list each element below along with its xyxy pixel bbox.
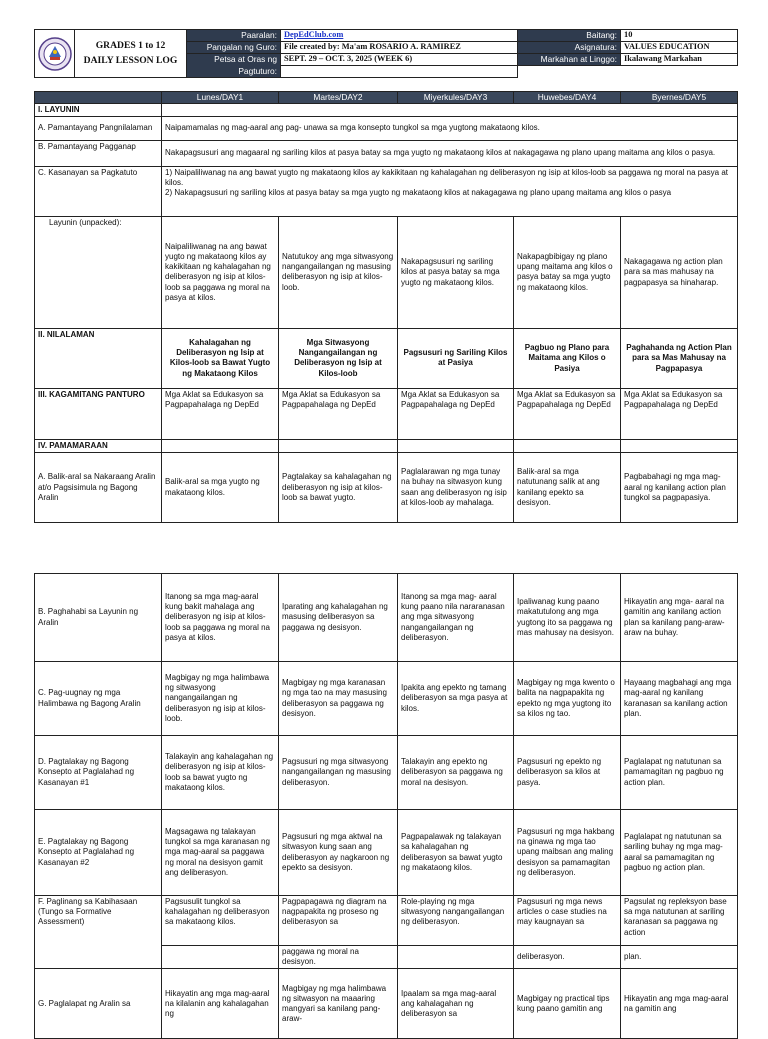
pagtalakay-1-day-5: Paglalapat ng natutunan sa pamamagitan ng pagbuo ng action plan. bbox=[621, 736, 738, 810]
balik-aral-day-5: Pagbabahagi ng mga mag-aaral ng kanilang action plan tungkol sa pagpapasiya. bbox=[621, 453, 738, 523]
pamantayang-pangnilalaman-text: Naipamamalas ng mag-aaral ang pag- unawa sa mga konsepto tungkol sa mga yugtong makataong kilos. bbox=[162, 116, 738, 140]
pag-uugnay-day-3: Ipakita ang epekto ng tamang deliberasyon sa mga pasya at kilos. bbox=[398, 662, 514, 736]
teacher-label: Pangalan ng Guro: bbox=[187, 42, 281, 54]
day-header-1: Lunes/DAY1 bbox=[162, 92, 279, 104]
unpacked-label: Layunin (unpacked): bbox=[35, 216, 162, 328]
date-value-filler bbox=[281, 66, 518, 78]
topic-day-4: Pagbuo ng Plano para Maitama ang Kilos o Pasiya bbox=[514, 328, 621, 388]
balik-aral-day-1: Balik-aral sa mga yugto ng makataong kilos. bbox=[162, 453, 279, 523]
topic-day-1: Kahalagahan ng Deliberasyon ng Isip at Kilos-loob sa Bawat Yugto ng Makataong Kilos bbox=[162, 328, 279, 388]
pag-uugnay-day-1: Magbigay ng mga halimbawa ng sitwasyong nangangailangan ng deliberasyon ng isip at kilos-loob. bbox=[162, 662, 279, 736]
paghahabi-label: B. Paghahabi sa Layunin ng Aralin bbox=[35, 574, 162, 662]
paglalapat-day-4: Magbigay ng practical tips kung paano gamitin ang bbox=[514, 969, 621, 1039]
pag-uugnay-day-4: Magbigay ng mga kwento o balita na nagpapakita ng epekto ng mga yugtong ito sa kilos ng tao. bbox=[514, 662, 621, 736]
unpacked-day-3: Nakapagsusuri ng sariling kilos at pasya batay sa mga yugto ng makataong kilos. bbox=[398, 216, 514, 328]
pagtalakay-1-day-3: Talakayin ang epekto ng deliberasyon sa paggawa ng moral na desisyon. bbox=[398, 736, 514, 810]
pagtalakay-1-day-1: Talakayin ang kahalagahan ng deliberasyon ng isip at kilos-loob sa bawat yugto ng makataong kilos. bbox=[162, 736, 279, 810]
pag-uugnay-day-5: Hayaang magbahagi ang mga mag-aaral ng kanilang karanasan sa kanilang action plan. bbox=[621, 662, 738, 736]
topic-day-3: Pagsusuri ng Sariling Kilos at Pasiya bbox=[398, 328, 514, 388]
material-day-2: Mga Aklat sa Edukasyon sa Pagpapahalaga ng DepEd bbox=[279, 388, 398, 439]
school-label: Paaralan: bbox=[187, 30, 281, 42]
paglinang-day-5: Pagsulat ng repleksyon base sa mga natutunan at sariling karanasan sa paggawa ng action bbox=[621, 896, 738, 946]
pamamaraan-blank-3 bbox=[398, 439, 514, 452]
quarter-label: Markahan at Linggo: bbox=[518, 54, 621, 66]
kasanayan-text bbox=[162, 166, 738, 216]
paglinang-day-2: Pagpapagawa ng diagram na nagpapakita ng proseso ng deliberasyon sa bbox=[279, 896, 398, 946]
section-nilalaman-title: II. NILALAMAN bbox=[35, 328, 162, 388]
subject-label: Asignatura: bbox=[518, 42, 621, 54]
section-pamamaraan-title: IV. PAMAMARAAN bbox=[35, 439, 162, 452]
dll-title-line2: DAILY LESSON LOG bbox=[83, 54, 178, 66]
school-value[interactable] bbox=[281, 30, 518, 42]
pamantayang-pangnilalaman-label: A. Pamantayang Pangnilalaman bbox=[35, 116, 162, 140]
pagtalakay-2-label: E. Pagtalakay ng Bagong Konsepto at Paglalahad ng Kasanayan #2 bbox=[35, 810, 162, 896]
header-table bbox=[34, 29, 738, 78]
teacher-value: File created by: Ma'am ROSARIO A. RAMIREZ bbox=[281, 42, 518, 54]
topic-day-5: Paghahanda ng Action Plan para sa Mas Mahusay na Pagpapasya bbox=[621, 328, 738, 388]
pamantayang-pagganap-text: Nakapagsusuri ang magaaral ng sariling kilos at pasya batay sa mga yugto ng makataong kilos at nakagagawa ng plano upang maitama ang kilos o pasya. bbox=[162, 140, 738, 166]
day-header-4: Huwebes/DAY4 bbox=[514, 92, 621, 104]
section-layunin-blank bbox=[162, 103, 738, 116]
paglinang-cont-day-1 bbox=[162, 946, 279, 969]
pagtalakay-2-day-1: Magsagawa ng talakayan tungkol sa mga karanasan ng mga mag-aaral sa paggawa ng moral na desisyon gamit ang deliberasyon. bbox=[162, 810, 279, 896]
paglinang-day-1: Pagsusulit tungkol sa kahalagahan ng deliberasyon sa makataong kilos. bbox=[162, 896, 279, 946]
paglalapat-day-1: Hikayatin ang mga mag-aaral na kilalanin ang kahalagahan ng bbox=[162, 969, 279, 1039]
pagtalakay-1-day-2: Pagsusuri ng mga sitwasyong nangangailangan ng masusing deliberasyon. bbox=[279, 736, 398, 810]
pamamaraan-blank-1 bbox=[162, 439, 279, 452]
material-day-1: Mga Aklat sa Edukasyon sa Pagpapahalaga ng DepEd bbox=[162, 388, 279, 439]
balik-aral-day-4: Balik-aral sa mga natutunang salik at ang kanilang epekto sa desisyon. bbox=[514, 453, 621, 523]
paglinang-day-3: Role-playing ng mga sitwasyong nangangailangan ng deliberasyon. bbox=[398, 896, 514, 946]
kasanayan-label: C. Kasanayan sa Pagkatuto bbox=[35, 166, 162, 216]
quarter-value: Ikalawang Markahan bbox=[621, 54, 738, 66]
material-day-4: Mga Aklat sa Edukasyon sa Pagpapahalaga ng DepEd bbox=[514, 388, 621, 439]
pamamaraan-blank-2 bbox=[279, 439, 398, 452]
pamantayang-pagganap-label: B. Pamantayang Pagganap bbox=[35, 140, 162, 166]
dll-title bbox=[75, 30, 187, 78]
unpacked-day-4: Nakapagbibigay ng plano upang maitama ang kilos o pasya batay sa mga yugto ng makataong kilos. bbox=[514, 216, 621, 328]
pagtalakay-2-day-3: Pagpapalawak ng talakayan sa kahalagahan ng deliberasyon sa bawat yugto ng makataong kilos. bbox=[398, 810, 514, 896]
day-header-3: Miyerkules/DAY3 bbox=[398, 92, 514, 104]
lesson-table-part2 bbox=[34, 573, 738, 1039]
lesson-table-part1 bbox=[34, 91, 738, 523]
paglinang-day-4: Pagsusuri ng mga news articles o case studies na may kaugnayan sa bbox=[514, 896, 621, 946]
grade-label: Baitang: bbox=[518, 30, 621, 42]
paglalapat-label: G. Paglalapat ng Aralin sa bbox=[35, 969, 162, 1039]
balik-aral-day-2: Pagtalakay sa kahalagahan ng deliberasyon ng isip at kilos-loob sa bawat yugto. bbox=[279, 453, 398, 523]
section-layunin-title: I. LAYUNIN bbox=[35, 103, 162, 116]
pagtalakay-2-day-4: Pagsusuri ng mga hakbang na ginawa ng mga tao upang maibsan ang maling desisyon sa pamamagitan ng deliberasyon. bbox=[514, 810, 621, 896]
deped-seal-icon bbox=[38, 37, 72, 71]
pamamaraan-blank-5 bbox=[621, 439, 738, 452]
section-kagamitan-title: III. KAGAMITANG PANTURO bbox=[35, 388, 162, 439]
day-header-5: Byernes/DAY5 bbox=[621, 92, 738, 104]
grade-value: 10 bbox=[621, 30, 738, 42]
pagtalakay-2-day-2: Pagsusuri ng mga aktwal na sitwasyon kung saan ang deliberasyon ay nagkaroon ng epekto sa desisyon. bbox=[279, 810, 398, 896]
kasanayan-item-1: 1) Naipaliliwanag na ang bawat yugto ng makataong kilos ay kakikitaan ng kahalagahan ng deliberasyon ng isip at kilos-loob sa paggawa ng moral na pasya at kilos. bbox=[165, 167, 729, 188]
unpacked-day-5: Nakagagawa ng action plan para sa mas mahusay na pagpapasya sa hinaharap. bbox=[621, 216, 738, 328]
pag-uugnay-day-2: Magbigay ng mga karanasan ng mga tao na may masusing deliberasyon sa paggawa ng desisyon. bbox=[279, 662, 398, 736]
balik-aral-label: A. Balik-aral sa Nakaraang Aralin at/o Pagsisimula ng Bagong Aralin bbox=[35, 453, 162, 523]
topic-day-2: Mga Sitwasyong Nangangailangan ng Deliberasyon ng Isip at Kilos-loob bbox=[279, 328, 398, 388]
pagtalakay-2-day-5: Paglalapat ng natutunan sa sariling buhay ng mga mag-aaral sa pamamagitan ng pagbuo ng action plan. bbox=[621, 810, 738, 896]
dll-title-line1: GRADES 1 to 12 bbox=[95, 40, 166, 52]
deped-seal-logo bbox=[35, 30, 75, 78]
blank-filler-2 bbox=[621, 66, 738, 78]
balik-aral-day-3: Paglalarawan ng mga tunay na buhay na sitwasyon kung saan ang deliberasyon ng isip at kilos-loob ay mahalaga. bbox=[398, 453, 514, 523]
paglinang-label: F. Paglinang sa Kabihasaan (Tungo sa Formative Assessment) bbox=[35, 896, 162, 969]
material-day-3: Mga Aklat sa Edukasyon sa Pagpapahalaga ng DepEd bbox=[398, 388, 514, 439]
paglinang-cont-day-5: plan. bbox=[621, 946, 738, 969]
blank-filler bbox=[518, 66, 621, 78]
pamamaraan-blank-4 bbox=[514, 439, 621, 452]
paghahabi-day-3: Itanong sa mga mag- aaral kung paano nila nararanasan ang mga sitwasyong nangangailangan ng deliberasyon. bbox=[398, 574, 514, 662]
subject-value: VALUES EDUCATION bbox=[621, 42, 738, 54]
day-header-row bbox=[35, 92, 738, 104]
unpacked-day-1: Naipaliliwanag na ang bawat yugto ng makataong kilos ay kakikitaan ng kahalagahan ng deliberasyon ng isip at kilos-loob sa paggawa ng moral na pasya at kilos. bbox=[162, 216, 279, 328]
paglalapat-day-2: Magbigay ng mga halimbawa ng sitwasyon na maaaring mangyari sa kanilang pang-araw- bbox=[279, 969, 398, 1039]
date-value: SEPT. 29 – OCT. 3, 2025 (WEEK 6) bbox=[281, 54, 518, 66]
paghahabi-day-5: Hikayatin ang mga- aaral na gamitin ang kanilang action plan sa kanilang pang-araw- araw na buhay. bbox=[621, 574, 738, 662]
unpacked-day-2: Natutukoy ang mga sitwasyong nangangailangan ng masusing deliberasyon ng isip at kilos-loob. bbox=[279, 216, 398, 328]
material-day-5: Mga Aklat sa Edukasyon sa Pagpapahalaga ng DepEd bbox=[621, 388, 738, 439]
day-header-blank bbox=[35, 92, 162, 104]
kasanayan-item-2: 2) Nakapagsusuri ng sariling kilos at pasya batay sa mga yugto ng makataong kilos at nakagagawa ng plano upang maitama ang kilos o pasya bbox=[165, 188, 672, 198]
school-link[interactable]: DepEdClub.com bbox=[284, 30, 344, 40]
pag-uugnay-label: C. Pag-uugnay ng mga Halimbawa ng Bagong Aralin bbox=[35, 662, 162, 736]
pagtalakay-1-day-4: Pagsusuri ng epekto ng deliberasyon sa kilos at pasya. bbox=[514, 736, 621, 810]
paglinang-cont-day-3 bbox=[398, 946, 514, 969]
day-header-2: Martes/DAY2 bbox=[279, 92, 398, 104]
date-label: Petsa at Oras ng Pagtuturo: bbox=[187, 54, 281, 78]
paghahabi-day-1: Itanong sa mga mag-aaral kung bakit mahalaga ang deliberasyon ng isip at kilos-loob sa paggawa ng moral na pasya at kilos. bbox=[162, 574, 279, 662]
paglinang-cont-day-2: paggawa ng moral na desisyon. bbox=[279, 946, 398, 969]
paghahabi-day-4: Ipaliwanag kung paano makatutulong ang mga yugtong ito sa paggawa ng mas mahusay na desisyon. bbox=[514, 574, 621, 662]
paghahabi-day-2: Iparating ang kahalagahan ng masusing deliberasyon sa paggawa ng desisyon. bbox=[279, 574, 398, 662]
paglalapat-day-5: Hikayatin ang mga mag-aaral na gamitin ang bbox=[621, 969, 738, 1039]
paglinang-cont-day-4: deliberasyon. bbox=[514, 946, 621, 969]
pagtalakay-1-label: D. Pagtalakay ng Bagong Konsepto at Paglalahad ng Kasanayan #1 bbox=[35, 736, 162, 810]
paglalapat-day-3: Ipaalam sa mga mag-aaral ang kahalagahan ng deliberasyon sa bbox=[398, 969, 514, 1039]
